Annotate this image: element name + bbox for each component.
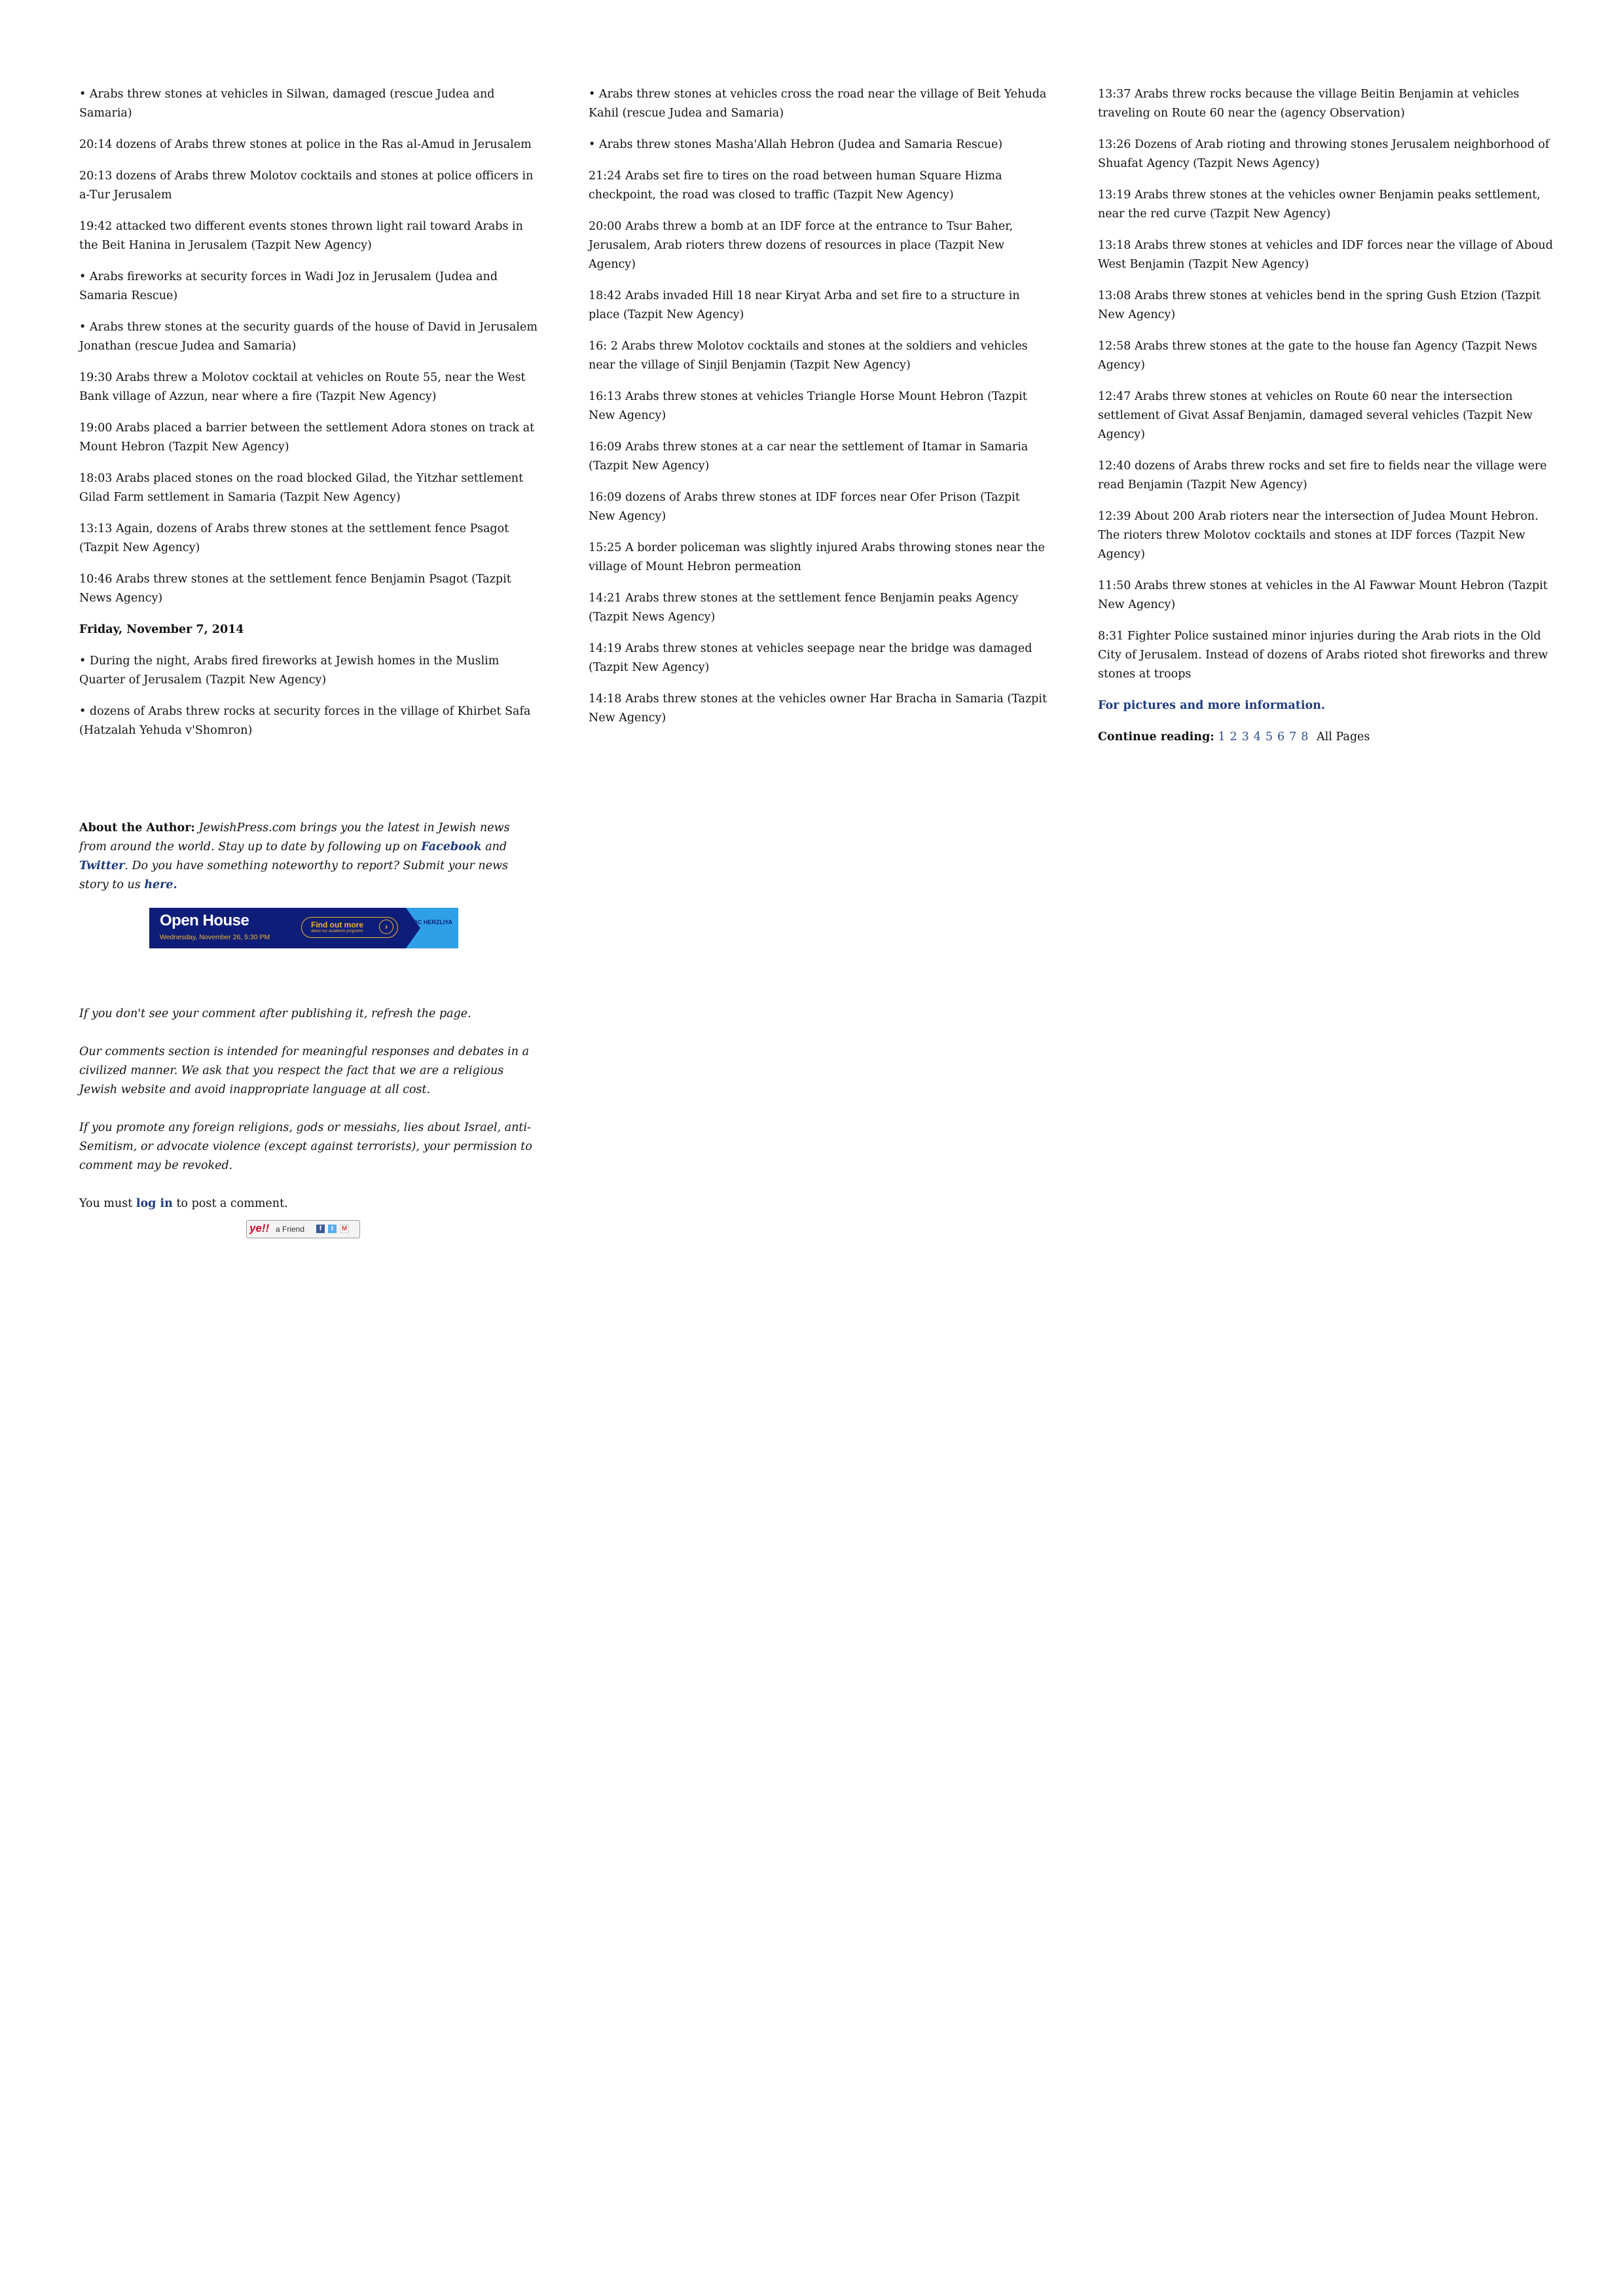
article-item: 19:00 Arabs placed a barrier between the settlement Adora stones on track at Mount Hebron (Tazpit New Agency)	[79, 422, 535, 454]
banner-title: Open House	[160, 912, 249, 929]
article-item: 10:46 Arabs threw stones at the settlement fence Benjamin Psagot (Tazpit News Agency)	[79, 573, 511, 605]
idc-logo: IDC HERZLIYA	[411, 919, 453, 925]
article-item: 13:08 Arabs threw stones at vehicles bend in the spring Gush Etzion (Tazpit New Agency)	[1098, 289, 1541, 321]
article-column-2	[589, 85, 1047, 740]
login-prompt	[79, 1194, 538, 1213]
find-out-more-sub: about our academic programs	[311, 929, 363, 933]
article-item: 11:50 Arabs threw stones at vehicles in the Al Fawwar Mount Hebron (Tazpit New Agency)	[1098, 579, 1548, 611]
all-pages-label: All Pages	[1317, 730, 1370, 744]
comments-section	[79, 1005, 538, 1221]
chevron-right-icon: ›	[379, 920, 393, 934]
login-pre: You must	[79, 1197, 133, 1210]
article-item: 12:47 Arabs threw stones at vehicles on Route 60 near the intersection settlement of Givat Assaf Benjamin, damaged several vehicles (Tazpit New Agency)	[1098, 390, 1533, 441]
facebook-icon[interactable]: f	[316, 1225, 325, 1233]
banner-arrow-shape	[406, 908, 420, 948]
page-link-6[interactable]: 6	[1277, 730, 1285, 744]
article-item: 13:19 Arabs threw stones at the vehicles owner Benjamin peaks settlement, near the red curve (Tazpit New Agency)	[1098, 188, 1541, 221]
page-link-1[interactable]: 1	[1218, 730, 1226, 744]
article-item: 12:58 Arabs threw stones at the gate to the house fan Agency (Tazpit News Agency)	[1098, 340, 1537, 372]
article-item: 19:42 attacked two different events stones thrown light rail toward Arabs in the Beit Hanina in Jerusalem (Tazpit New Agency)	[79, 220, 523, 252]
article-item: 13:26 Dozens of Arab rioting and throwing stones Jerusalem neighborhood of Shuafat Agency (Tazpit News Agency)	[1098, 138, 1550, 170]
author-label: About the Author:	[79, 821, 195, 834]
article-item: 21:24 Arabs set fire to tires on the road between human Square Hizma checkpoint, the road was closed to traffic (Tazpit New Agency)	[589, 170, 1002, 202]
about-author	[79, 819, 538, 895]
article-item: • Arabs fireworks at security forces in Wadi Joz in Jerusalem (Judea and Samaria Rescue)	[79, 270, 498, 302]
comments-note-refresh: If you don't see your comment after publishing it, refresh the page.	[79, 1007, 471, 1020]
yell-a-friend-button[interactable]	[246, 1220, 360, 1238]
find-out-more-label: Find out more	[311, 920, 363, 929]
yell-text: a Friend	[276, 1225, 305, 1234]
article-item: • During the night, Arabs fired fireworks at Jewish homes in the Muslim Quarter of Jerusalem (Tazpit New Agency)	[79, 655, 500, 687]
submit-news-link[interactable]: here.	[144, 878, 177, 891]
continue-reading	[1098, 728, 1556, 747]
login-post: to post a comment.	[176, 1197, 288, 1210]
comments-note-policy: Our comments section is intended for meaningful responses and debates in a civilized manner. We ask that you respect the fact that we are a religious Jewish website and avoid inappropriate language at all cost.	[79, 1045, 530, 1096]
page-link-8[interactable]: 8	[1301, 730, 1309, 744]
article-item: • dozens of Arabs threw rocks at security forces in the village of Khirbet Safa (Hatzalah Yehuda v'Shomron)	[79, 705, 531, 737]
page-link-4[interactable]: 4	[1253, 730, 1261, 744]
article-item: 14:18 Arabs threw stones at the vehicles owner Har Bracha in Samaria (Tazpit New Agency)	[589, 692, 1048, 725]
article-item: • Arabs threw stones Masha'Allah Hebron (Judea and Samaria Rescue)	[589, 138, 1003, 151]
article-item: 20:13 dozens of Arabs threw Molotov cocktails and stones at police officers in a-Tur Jerusalem	[79, 170, 534, 202]
more-info-line	[1098, 696, 1556, 715]
article-item: 13:37 Arabs threw rocks because the village Beitin Benjamin at vehicles traveling on Route 60 near the (agency Observation)	[1098, 88, 1520, 120]
article-item: • Arabs threw stones at vehicles cross the road near the village of Beit Yehuda Kahil (rescue Judea and Samaria)	[589, 88, 1047, 120]
article-item: 14:21 Arabs threw stones at the settlement fence Benjamin peaks Agency (Tazpit News Agency)	[589, 592, 1019, 624]
article-item: 8:31 Fighter Police sustained minor injuries during the Arab riots in the Old City of Jerusalem. Instead of dozens of Arabs rioted shot fireworks and threw stones at troops	[1098, 630, 1548, 681]
page-link-3[interactable]: 3	[1241, 730, 1249, 744]
article-item: 20:00 Arabs threw a bomb at an IDF force at the entrance to Tsur Baher, Jerusalem, Arab rioters threw dozens of resources in place (Tazpit New Agency)	[589, 220, 1013, 271]
article-item: 15:25 A border policeman was slightly injured Arabs throwing stones near the village of Mount Hebron permeation	[589, 541, 1045, 573]
twitter-icon[interactable]: t	[328, 1225, 337, 1233]
twitter-link[interactable]: Twitter	[79, 859, 125, 872]
article-item: 12:40 dozens of Arabs threw rocks and set fire to fields near the village were read Benjamin (Tazpit New Agency)	[1098, 459, 1547, 492]
article-item: 16:09 dozens of Arabs threw stones at IDF forces near Ofer Prison (Tazpit New Agency)	[589, 491, 1020, 523]
login-link[interactable]: log in	[136, 1197, 173, 1210]
author-and: and	[485, 840, 507, 853]
article-item: 20:14 dozens of Arabs threw stones at police in the Ras al-Amud in Jerusalem	[79, 138, 532, 151]
page-link-7[interactable]: 7	[1289, 730, 1297, 744]
more-info-link[interactable]: For pictures and more information.	[1098, 699, 1325, 712]
yell-logo: ye!!	[249, 1222, 270, 1234]
article-item: 12:39 About 200 Arab rioters near the intersection of Judea Mount Hebron. The rioters threw Molotov cocktails and stones at IDF forces (Tazpit New Agency)	[1098, 510, 1539, 561]
article-item: • Arabs threw stones at vehicles in Silwan, damaged (rescue Judea and Samaria)	[79, 88, 495, 120]
article-item: 14:19 Arabs threw stones at vehicles seepage near the bridge was damaged (Tazpit New Agency)	[589, 642, 1032, 674]
banner-date: Wednesday, November 26, 5:30 PM	[160, 933, 270, 941]
continue-reading-label: Continue reading:	[1098, 730, 1214, 744]
article-item: 16: 2 Arabs threw Molotov cocktails and stones at the soldiers and vehicles near the village of Sinjil Benjamin (Tazpit New Agency)	[589, 340, 1028, 372]
author-text-2: . Do you have something noteworthy to report? Submit your news story to us	[79, 859, 508, 891]
pagination	[1218, 730, 1317, 744]
article-column-1	[79, 85, 538, 753]
article-item: 13:13 Again, dozens of Arabs threw stones at the settlement fence Psagot (Tazpit New Agency)	[79, 522, 509, 554]
article-item: 18:03 Arabs placed stones on the road blocked Gilad, the Yitzhar settlement Gilad Farm settlement in Samaria (Tazpit New Agency)	[79, 472, 524, 504]
article-item: 13:18 Arabs threw stones at vehicles and IDF forces near the village of Aboud West Benjamin (Tazpit New Agency)	[1098, 239, 1553, 271]
author-text-1: JewishPress.com brings you the latest in Jewish news from around the world. Stay up to date by following up on	[79, 821, 510, 853]
article-column-3	[1098, 85, 1556, 759]
article-item: 19:30 Arabs threw a Molotov cocktail at vehicles on Route 55, near the West Bank village of Azzun, near where a fire (Tazpit New Agency)	[79, 371, 526, 403]
gmail-icon[interactable]: M	[340, 1225, 349, 1233]
open-house-banner[interactable]	[149, 908, 458, 948]
comments-note-revoke: If you promote any foreign religions, gods or messiahs, lies about Israel, anti-Semitism, or advocate violence (except against terrorists), your permission to comment may be revoked.	[79, 1121, 532, 1172]
article-item: 16:09 Arabs threw stones at a car near the settlement of Itamar in Samaria (Tazpit New Agency)	[589, 440, 1029, 473]
date-heading: Friday, November 7, 2014	[79, 623, 244, 636]
article-item: 18:42 Arabs invaded Hill 18 near Kiryat Arba and set fire to a structure in place (Tazpit New Agency)	[589, 289, 1020, 321]
article-item: 16:13 Arabs threw stones at vehicles Triangle Horse Mount Hebron (Tazpit New Agency)	[589, 390, 1027, 422]
page-link-2[interactable]: 2	[1230, 730, 1237, 744]
facebook-link[interactable]: Facebook	[421, 840, 482, 853]
find-out-more-button[interactable]	[301, 917, 398, 938]
page-link-5[interactable]: 5	[1265, 730, 1273, 744]
article-item: • Arabs threw stones at the security guards of the house of David in Jerusalem Jonathan (rescue Judea and Samaria)	[79, 321, 538, 353]
